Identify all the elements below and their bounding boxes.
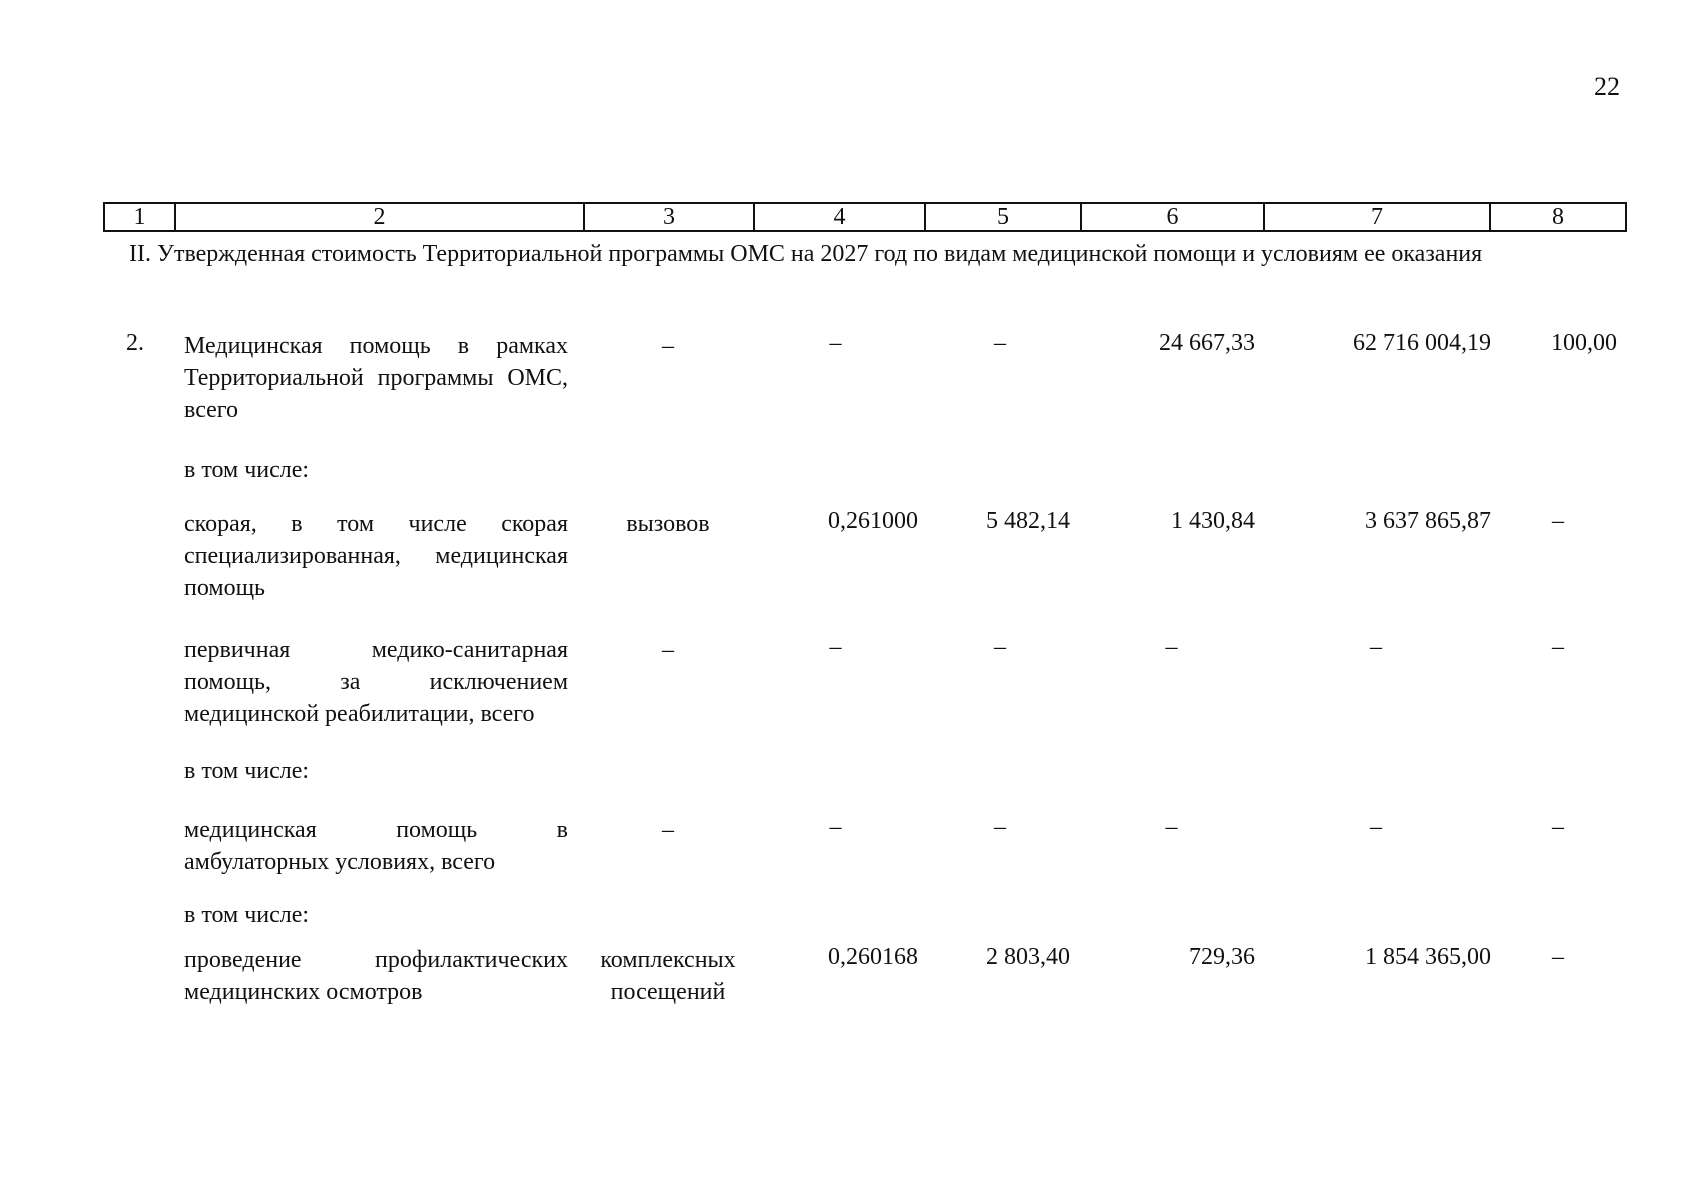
header-col-5: 5 xyxy=(926,204,1082,230)
row-col-4: 0,261000 xyxy=(828,508,918,534)
row-sublabel: в том числе: xyxy=(184,457,310,483)
row-col-5: – xyxy=(994,814,1006,840)
row-col-7: – xyxy=(1370,814,1382,840)
row-unit: – xyxy=(662,333,674,359)
row-col-7: 3 637 865,87 xyxy=(1365,508,1491,534)
page-number: 22 xyxy=(1594,72,1620,101)
row-col-7: 1 854 365,00 xyxy=(1365,944,1491,970)
row-col-8: 100,00 xyxy=(1551,330,1617,356)
row-col-6: 1 430,84 xyxy=(1171,508,1255,534)
row-col-8: – xyxy=(1552,508,1564,534)
row-sublabel: в том числе: xyxy=(184,902,310,928)
row-col-7: – xyxy=(1370,634,1382,660)
row-unit: – xyxy=(662,817,674,843)
row-col-8: – xyxy=(1552,944,1564,970)
row-col-5: – xyxy=(994,330,1006,356)
row-col-5: – xyxy=(994,634,1006,660)
row-col-5: 5 482,14 xyxy=(986,508,1070,534)
row-col-4: – xyxy=(829,814,842,840)
table-header-row xyxy=(103,202,1627,232)
row-name: медицинская помощь в амбулаторных условиях, всего xyxy=(184,817,568,875)
row-name: Медицинская помощь в рамках Территориальной программы ОМС, всего xyxy=(184,333,568,423)
row-col-4: 0,260168 xyxy=(828,944,918,970)
header-col-1: 1 xyxy=(105,204,176,230)
row-col-6: 729,36 xyxy=(1189,944,1255,970)
row-sublabel: в том числе: xyxy=(184,758,310,784)
row-unit: вызовов xyxy=(626,511,710,537)
row-col-4: – xyxy=(829,330,842,356)
section-title: II. Утвержденная стоимость Территориальной программы ОМС на 2027 год по видам медицинской помощи и условиям ее оказания xyxy=(129,241,1483,267)
row-col-6: 24 667,33 xyxy=(1159,330,1255,356)
row-unit: комплексных посещений xyxy=(600,947,736,1005)
row-col-5: 2 803,40 xyxy=(986,944,1070,970)
row-number: 2. xyxy=(126,330,144,356)
row-col-6: – xyxy=(1165,634,1178,660)
header-col-2: 2 xyxy=(176,204,585,230)
header-col-6: 6 xyxy=(1082,204,1265,230)
row-unit: – xyxy=(662,637,674,663)
row-name: скорая, в том числе скорая специализированная, медицинская помощь xyxy=(184,511,568,601)
row-name: первичная медико-санитарная помощь, за исключением медицинской реабилитации, всего xyxy=(184,637,568,727)
row-col-6: – xyxy=(1165,814,1178,840)
header-col-8: 8 xyxy=(1552,204,1564,230)
header-col-3: 3 xyxy=(585,204,755,230)
header-col-7: 7 xyxy=(1265,204,1491,230)
row-col-8: – xyxy=(1552,634,1564,660)
row-col-8: – xyxy=(1552,814,1564,840)
row-name: проведение профилактических медицинских осмотров xyxy=(184,947,568,1005)
row-col-7: 62 716 004,19 xyxy=(1353,330,1491,356)
header-col-4: 4 xyxy=(755,204,926,230)
row-col-4: – xyxy=(829,634,842,660)
